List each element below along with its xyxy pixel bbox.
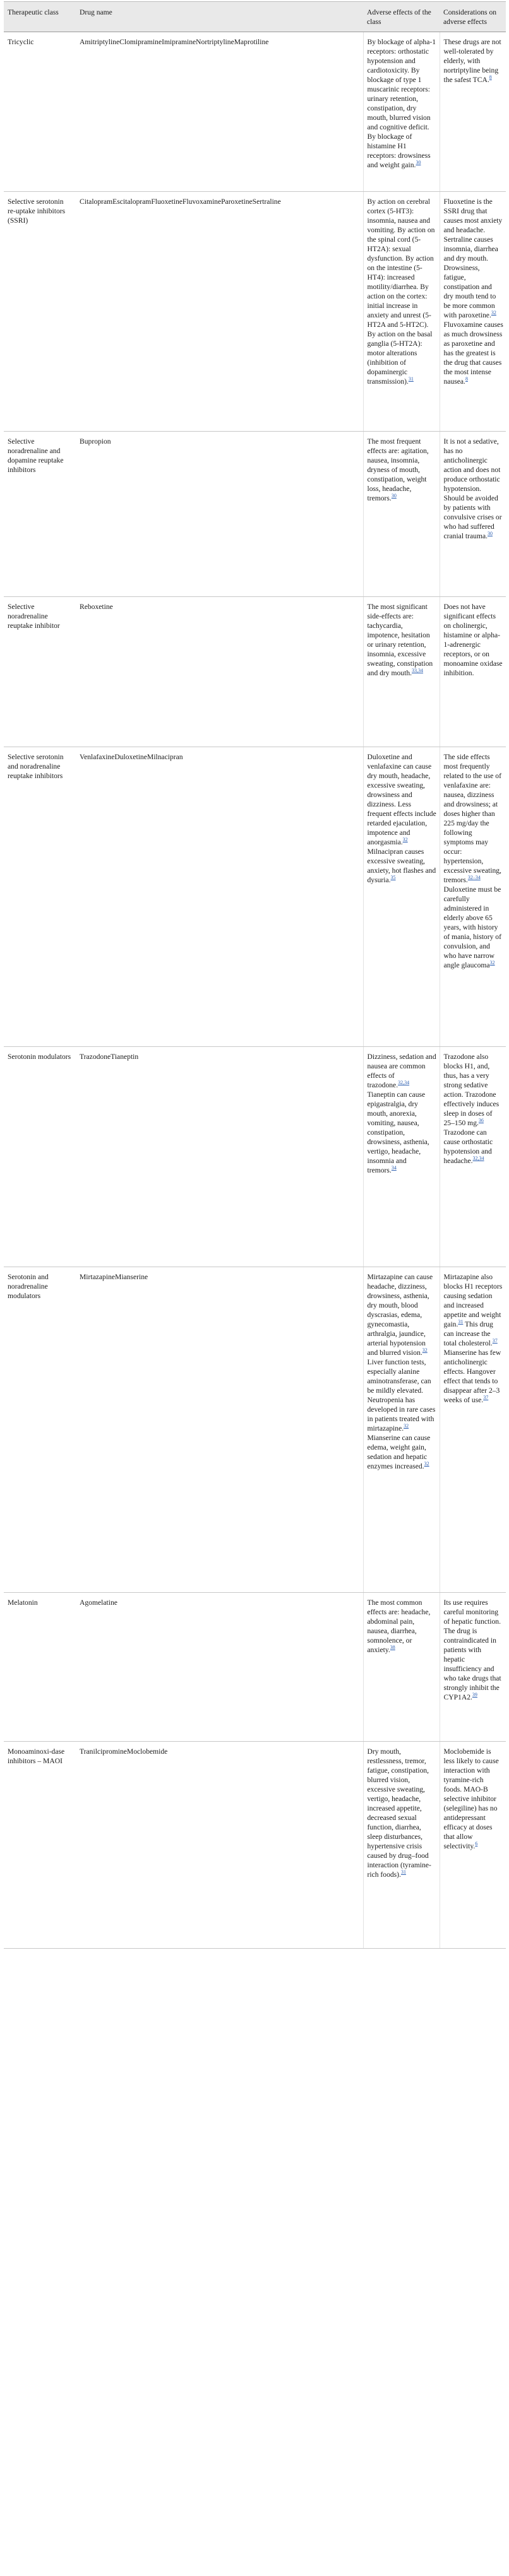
therapeutic-class-cell: Serotonin modulators: [4, 1047, 76, 1267]
therapeutic-class-cell: Selective serotonin re-uptake inhibitors (SSRI): [4, 192, 76, 432]
reference-link[interactable]: 31: [400, 1869, 406, 1876]
considerations-cell: Does not have significant effects on cholinergic, histamine or alpha-1-adrenergic receptors, or on monoamine oxidase inhibition.: [440, 597, 506, 747]
considerations-cell: Moclobemide is less likely to cause interaction with tyramine-rich foods. MAO-B selective inhibitor (selegiline) has no antidepressant efficacy at doses that allow selectivity.$^6$: [440, 1742, 506, 1949]
drug-name-cell: CitalopramEscitalopramFluoxetineFluvoxamineParoxetineSertraline: [76, 192, 363, 432]
considerations-cell: Fluoxetine is the SSRI drug that causes most anxiety and headache. Sertraline causes insomnia, diarrhea and dry mouth. Drowsiness, fatigue, constipation and dry mouth tend to be more common with paroxetine.$^{32}$ Fluvoxamine causes as much drowsiness as paroxetine and has the greatest is the drug that causes the most intense nausea.$^8$: [440, 192, 506, 432]
adverse-effects-cell: Duloxetine and venlafaxine can cause dry mouth, headache, excessive sweating, drowsiness and dizziness. Less frequent effects include retarded ejaculation, impotence and anorgasmia.$^{32}$ Milnacipran causes excessive sweating, anxiety, hot flashes and dysuria.$^{35}$: [363, 747, 440, 1047]
considerations-cell: Mirtazapine also blocks H1 receptors causing sedation and increased appetite and weight gain.$^{31}$ This drug can increase the total cholesterol.$^{37}$ Mianserine has few anticholinergic effects. Hangover effect that tends to disappear after 2–3 weeks of use.$^{37}$: [440, 1267, 506, 1593]
header-drug-name: Drug name: [76, 2, 363, 32]
header-considerations: Considerations on adverse effects: [440, 2, 506, 32]
reference-link[interactable]: 31: [458, 1319, 464, 1325]
drug-name-cell: Bupropion: [76, 432, 363, 597]
considerations-cell: Its use requires careful monitoring of hepatic function. The drug is contraindicated in patients with hepatic insufficiency and who take drugs that strongly inhibit the CYP1A2.39: [440, 1593, 506, 1742]
reference-link[interactable]: 8: [465, 376, 468, 382]
drug-name-cell: AmitriptylineClomipramineImipramineNortriptylineMaprotiline: [76, 32, 363, 192]
considerations-cell: The side effects most frequently related to the use of venlafaxine are: nausea, dizziness and drowsiness; at doses higher than 225 mg/day the following symptoms may occur: hypertension, excessive sweating, tremors.$^{32-34}$ Duloxetine must be carefully administered in elderly above 65 years, with history of mania, history of convulsion, and who have narrow angle glaucoma$^{32}$: [440, 747, 506, 1047]
reference-link[interactable]: 30: [391, 493, 397, 499]
table-row: [4, 32, 506, 192]
reference-link[interactable]: 32: [422, 1347, 428, 1354]
adverse-effects-cell: By blockage of alpha-1 receptors: orthostatic hypotension and cardiotoxicity. By blockage of type 1 muscarinic receptors: urinary retention, constipation, dry mouth, blurred vision and cognitive deficit. By blockage of histamine H1 receptors: drowsiness and weight gain.$^{30}$: [363, 32, 440, 192]
reference-link[interactable]: 36: [478, 1118, 484, 1124]
adverse-effects-cell: Dizziness, sedation and nausea are common effects of trazodone.$^{32,34}$ Tianeptin can cause epigastralgia, dry mouth, anorexia, vomiting, nausea, constipation, drowsiness, asthenia, vertigo, headache, insomnia and tremors.$^{34}$: [363, 1047, 440, 1267]
header-adverse-effects: Adverse effects of the class: [363, 2, 440, 32]
reference-link[interactable]: 31: [408, 376, 414, 382]
reference-link[interactable]: 35: [390, 875, 396, 881]
reference-link[interactable]: 32: [491, 310, 496, 316]
therapeutic-class-cell: Selective noradrenaline and dopamine reuptake inhibitors: [4, 432, 76, 597]
drug-name-cell: VenlafaxineDuloxetineMilnacipran: [76, 747, 363, 1047]
table-header-row: [4, 2, 506, 32]
reference-link[interactable]: 34: [391, 1165, 397, 1171]
adverse-effects-cell: Dry mouth, restlessness, tremor, fatigue, constipation, blurred vision, excessive sweating, vertigo, headache, increased appetite, decreased sexual function, diarrhea, sleep disturbances, hypertensive crisis caused by drug–food interaction (tyramine-rich foods).$^{31}$: [363, 1742, 440, 1949]
adverse-effects-cell: By action on cerebral cortex (5-HT3): insomnia, nausea and vomiting. By action on the spinal cord (5-HT2A): sexual dysfunction. By action on the intestine (5-HT4): increased motility/diarrhea. By action on the cortex: initial increase in anxiety and unrest (5-HT2A and 5-HT2C). By action on the basal ganglia (5-HT2A): motor alterations (inhibition of dopaminergic transmission).$^{31}$: [363, 192, 440, 432]
therapeutic-class-cell: Selective noradrenaline reuptake inhibitor: [4, 597, 76, 747]
table-row: [4, 1047, 506, 1267]
table-row: [4, 1742, 506, 1949]
reference-link[interactable]: 32: [489, 960, 495, 966]
adverse-effects-cell: Mirtazapine can cause headache, dizziness, drowsiness, asthenia, dry mouth, blood dyscrasias, edema, gynecomastia, arthralgia, jaundice, arterial hypotension and blurred vision.$^{32}$ Liver function tests, especially alanine aminotransferase, can be mildly elevated. Neutropenia has developed in rare cases in patients treated with mirtazapine.$^{32}$ Mianserine can cause edema, weight gain, sedation and hepatic enzymes increased.$^{32}$: [363, 1267, 440, 1593]
table-row: [4, 747, 506, 1047]
adverse-effects-cell: The most common effects are: headache, abdominal pain, nausea, diarrhea, somnolence, or anxiety.$^{38}$: [363, 1593, 440, 1742]
therapeutic-class-cell: Selective serotonin and noradrenaline reuptake inhibitors: [4, 747, 76, 1047]
drug-name-cell: MirtazapineMianserine: [76, 1267, 363, 1593]
considerations-cell: These drugs are not well-tolerated by elderly, with nortriptyline being the safest TCA.$^8$: [440, 32, 506, 192]
reference-link[interactable]: 37: [483, 1395, 489, 1401]
table-row: [4, 192, 506, 432]
reference-link[interactable]: 32: [402, 837, 408, 843]
reference-link[interactable]: 33,34: [412, 668, 424, 674]
drug-name-cell: Agomelatine: [76, 1593, 363, 1742]
drug-name-cell: TrazodoneTianeptin: [76, 1047, 363, 1267]
reference-link[interactable]: 37: [492, 1338, 498, 1344]
therapeutic-class-cell: Monoaminoxi-dase inhibitors – MAOI: [4, 1742, 76, 1949]
drug-name-cell: TranilcipromineMoclobemide: [76, 1742, 363, 1949]
header-therapeutic-class: Therapeutic class: [4, 2, 76, 32]
reference-link[interactable]: 30: [416, 160, 421, 166]
reference-link[interactable]: 38: [390, 1645, 395, 1651]
adverse-effects-table: [4, 1, 506, 1949]
table-row: [4, 597, 506, 747]
reference-link[interactable]: 32,34: [472, 1155, 484, 1162]
therapeutic-class-cell: Melatonin: [4, 1593, 76, 1742]
table-row: [4, 1267, 506, 1593]
considerations-cell: It is not a sedative, has no anticholinergic action and does not produce orthostatic hypotension. Should be avoided by patients with convulsive crises or who had suffered cranial trauma.$^{30}$: [440, 432, 506, 597]
reference-link[interactable]: 6: [475, 1841, 478, 1847]
adverse-effects-cell: The most frequent effects are: agitation, nausea, insomnia, dryness of mouth, constipation, weight loss, headache, tremors.$^{30}$: [363, 432, 440, 597]
therapeutic-class-cell: Serotonin and noradrenaline modulators: [4, 1267, 76, 1593]
table-row: [4, 1593, 506, 1742]
reference-link[interactable]: 32–34: [467, 875, 481, 881]
reference-link[interactable]: 32: [404, 1423, 409, 1429]
reference-link[interactable]: 32: [424, 1461, 429, 1467]
considerations-cell: Trazodone also blocks H1, and, thus, has a very strong sedative action. Trazodone effectively induces sleep in doses of 25–150 mg.$^{36}$ Trazodone can cause orthostatic hypotension and headache.$^{32,34}$: [440, 1047, 506, 1267]
reference-link[interactable]: 32,34: [398, 1080, 410, 1086]
adverse-effects-cell: The most significant side-effects are: tachycardia, impotence, hesitation or urinary retention, insomnia, excessive sweating, constipation and dry mouth.$^{33,34}$: [363, 597, 440, 747]
therapeutic-class-cell: Tricyclic: [4, 32, 76, 192]
reference-link[interactable]: 30: [488, 531, 493, 537]
table-row: [4, 432, 506, 597]
reference-link[interactable]: 39: [472, 1692, 477, 1698]
drug-name-cell: Reboxetine: [76, 597, 363, 747]
reference-link[interactable]: 8: [489, 74, 492, 81]
